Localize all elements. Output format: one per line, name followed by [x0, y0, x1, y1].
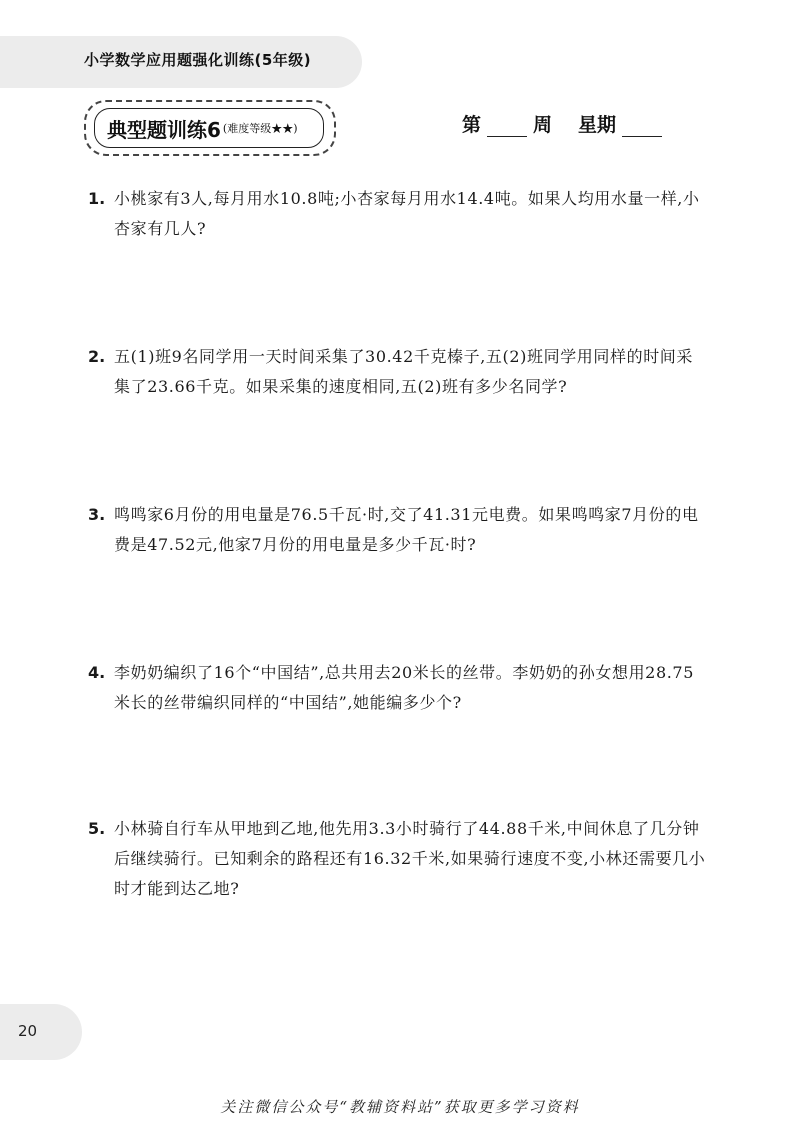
problem-text: 五(1)班9名同学用一天时间采集了30.42千克榛子,五(2)班同学用同样的时间采集了23.66千克。如果采集的速度相同,五(2)班有多少名同学?	[114, 347, 693, 396]
page-number: 20	[18, 1022, 38, 1040]
problem-text: 小林骑自行车从甲地到乙地,他先用3.3小时骑行了44.88千米,中间休息了几分钟后继续骑行。已知剩余的路程还有16.32千米,如果骑行速度不变,小林还需要几小时才能到达乙地?	[114, 819, 706, 898]
problem-number: 5.	[88, 819, 106, 838]
problem-number: 2.	[88, 347, 106, 366]
problem-text: 小桃家有3人,每月用水10.8吨;小杏家每月用水14.4吨。如果人均用水量一样,小杏家有几人?	[114, 189, 700, 238]
problem-number: 4.	[88, 663, 106, 682]
page-number-tab	[0, 1004, 82, 1060]
problem-text: 李奶奶编织了16个“中国结”,总共用去20米长的丝带。李奶奶的孙女想用28.75米长的丝带编织同样的“中国结”,她能编多少个?	[114, 663, 694, 712]
difficulty-label: (难度等级★★)	[222, 122, 298, 135]
section-badge	[94, 108, 324, 148]
problem-number: 3.	[88, 505, 106, 524]
book-title: 小学数学应用题强化训练(5年级)	[84, 51, 312, 69]
problem-5	[88, 814, 708, 904]
week-prefix: 第	[462, 114, 482, 136]
problem-1	[88, 184, 708, 244]
weekday-label: 星期	[578, 114, 617, 136]
section-title: 典型题训练6	[107, 117, 221, 142]
week-blank[interactable]	[487, 114, 527, 137]
problem-3	[88, 500, 708, 560]
problem-number: 1.	[88, 189, 106, 208]
week-suffix: 周	[533, 114, 553, 136]
problem-text: 鸣鸣家6月份的用电量是76.5千瓦·时,交了41.31元电费。如果鸣鸣家7月份的电费是47.52元,他家7月份的用电量是多少千瓦·时?	[114, 505, 699, 554]
week-day-fill-in	[462, 110, 668, 137]
problem-4	[88, 658, 708, 718]
weekday-blank[interactable]	[622, 114, 662, 137]
problem-2	[88, 342, 708, 402]
footer-note: 关注微信公众号“教辅资料站”获取更多学习资料	[220, 1098, 580, 1116]
